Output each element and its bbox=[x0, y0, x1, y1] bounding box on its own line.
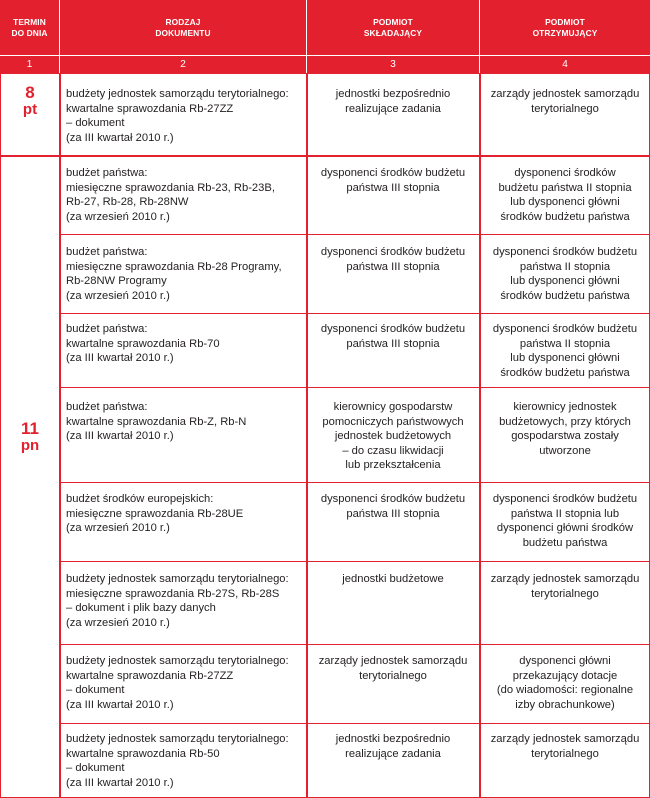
header-submitter: PODMIOT SKŁADAJĄCY bbox=[363, 16, 423, 38]
row-separator bbox=[59, 234, 650, 235]
column-line bbox=[306, 73, 308, 798]
recipient: zarządy jednostek samorządu terytorialnego bbox=[490, 573, 640, 600]
row-separator bbox=[59, 644, 650, 645]
row-separator bbox=[59, 313, 650, 314]
deadline-day bbox=[0, 420, 60, 454]
recipient: zarządy jednostek samorządu terytorialnego bbox=[490, 733, 640, 760]
column-number: 3 bbox=[390, 59, 396, 70]
column-number: 1 bbox=[26, 59, 33, 70]
recipient: kierownicy jednostek budżetowych, przy których gospodarstwa zostały utworzone bbox=[499, 401, 631, 457]
submitter: jednostki budżetowe bbox=[342, 573, 444, 585]
document-type: budżet państwa: kwartalne sprawozdania Rb-70 (za III kwartał 2010 r.) bbox=[66, 323, 220, 365]
deadline-day bbox=[0, 84, 60, 118]
column-number: 2 bbox=[180, 59, 186, 70]
document-type: budżet środków europejskich: miesięczne sprawozdania Rb-28UE (za wrzesień 2010 r.) bbox=[66, 493, 244, 535]
weekday: pn bbox=[20, 437, 40, 454]
header-deadline: TERMIN DO DNIA bbox=[11, 16, 48, 38]
submitter: kierownicy gospodarstw pomocniczych państwowych jednostek budżetowych – do czasu likwidacji lub przekształcenia bbox=[322, 401, 464, 472]
recipient: zarządy jednostek samorządu terytorialnego bbox=[490, 88, 640, 115]
column-line bbox=[479, 73, 481, 798]
recipient: dysponenci główni przekazujący dotacje (do wiadomości: regionalne izby obrachunkowe) bbox=[496, 655, 634, 711]
column-number: 4 bbox=[562, 59, 568, 70]
row-separator bbox=[59, 482, 650, 483]
submitter: jednostki bezpośrednio realizujące zadania bbox=[335, 88, 451, 115]
submitter: jednostki bezpośrednio realizujące zadania bbox=[335, 733, 451, 760]
day-number: 8 bbox=[25, 83, 35, 102]
submitter: dysponenci środków budżetu państwa III stopnia bbox=[320, 246, 466, 273]
document-type: budżet państwa: kwartalne sprawozdania Rb-Z, Rb-N (za III kwartał 2010 r.) bbox=[66, 401, 247, 443]
document-type: budżety jednostek samorządu terytorialnego: miesięczne sprawozdania Rb-27S, Rb-28S – dokument i plik bazy danych (za wrzesień 2010 r.) bbox=[66, 573, 289, 629]
recipient: dysponenci środków budżetu państwa II stopnia lub dysponenci główni środków budżetu państwa bbox=[492, 493, 638, 549]
row-separator bbox=[59, 723, 650, 724]
document-type: budżet państwa: miesięczne sprawozdania Rb-28 Programy, Rb-28NW Programy (za wrzesień 2010 r.) bbox=[66, 246, 282, 302]
submitter: dysponenci środków budżetu państwa III stopnia bbox=[320, 167, 466, 194]
recipient: dysponenci środków budżetu państwa II stopnia lub dysponenci główni środków budżetu państwa bbox=[492, 246, 638, 302]
submitter: dysponenci środków budżetu państwa III stopnia bbox=[320, 493, 466, 520]
row-separator bbox=[59, 387, 650, 388]
document-type: budżety jednostek samorządu terytorialnego: kwartalne sprawozdania Rb-27ZZ – dokument (za III kwartał 2010 r.) bbox=[66, 655, 289, 711]
day-number: 11 bbox=[21, 419, 39, 438]
submitter: zarządy jednostek samorządu terytorialnego bbox=[318, 655, 468, 682]
group-separator bbox=[0, 155, 650, 157]
document-type: budżety jednostek samorządu terytorialnego: kwartalne sprawozdania Rb-50 – dokument (za III kwartał 2010 r.) bbox=[66, 733, 289, 789]
weekday: pt bbox=[22, 101, 38, 118]
row-separator bbox=[59, 561, 650, 562]
header-recipient: PODMIOT OTRZYMUJĄCY bbox=[532, 16, 598, 38]
document-type: budżety jednostek samorządu terytorialnego: kwartalne sprawozdania Rb-27ZZ – dokument (za III kwartał 2010 r.) bbox=[66, 88, 289, 144]
recipient: dysponenci środków budżetu państwa II stopnia lub dysponenci główni środków budżetu państwa bbox=[498, 167, 632, 223]
header-document-type: RODZAJ DOKUMENTU bbox=[155, 16, 211, 38]
document-type: budżet państwa: miesięczne sprawozdania Rb-23, Rb-23B, Rb-27, Rb-28, Rb-28NW (za wrzesień 2010 r.) bbox=[66, 167, 275, 223]
submitter: dysponenci środków budżetu państwa III stopnia bbox=[320, 323, 466, 350]
recipient: dysponenci środków budżetu państwa II stopnia lub dysponenci główni środków budżetu państwa bbox=[492, 323, 638, 379]
